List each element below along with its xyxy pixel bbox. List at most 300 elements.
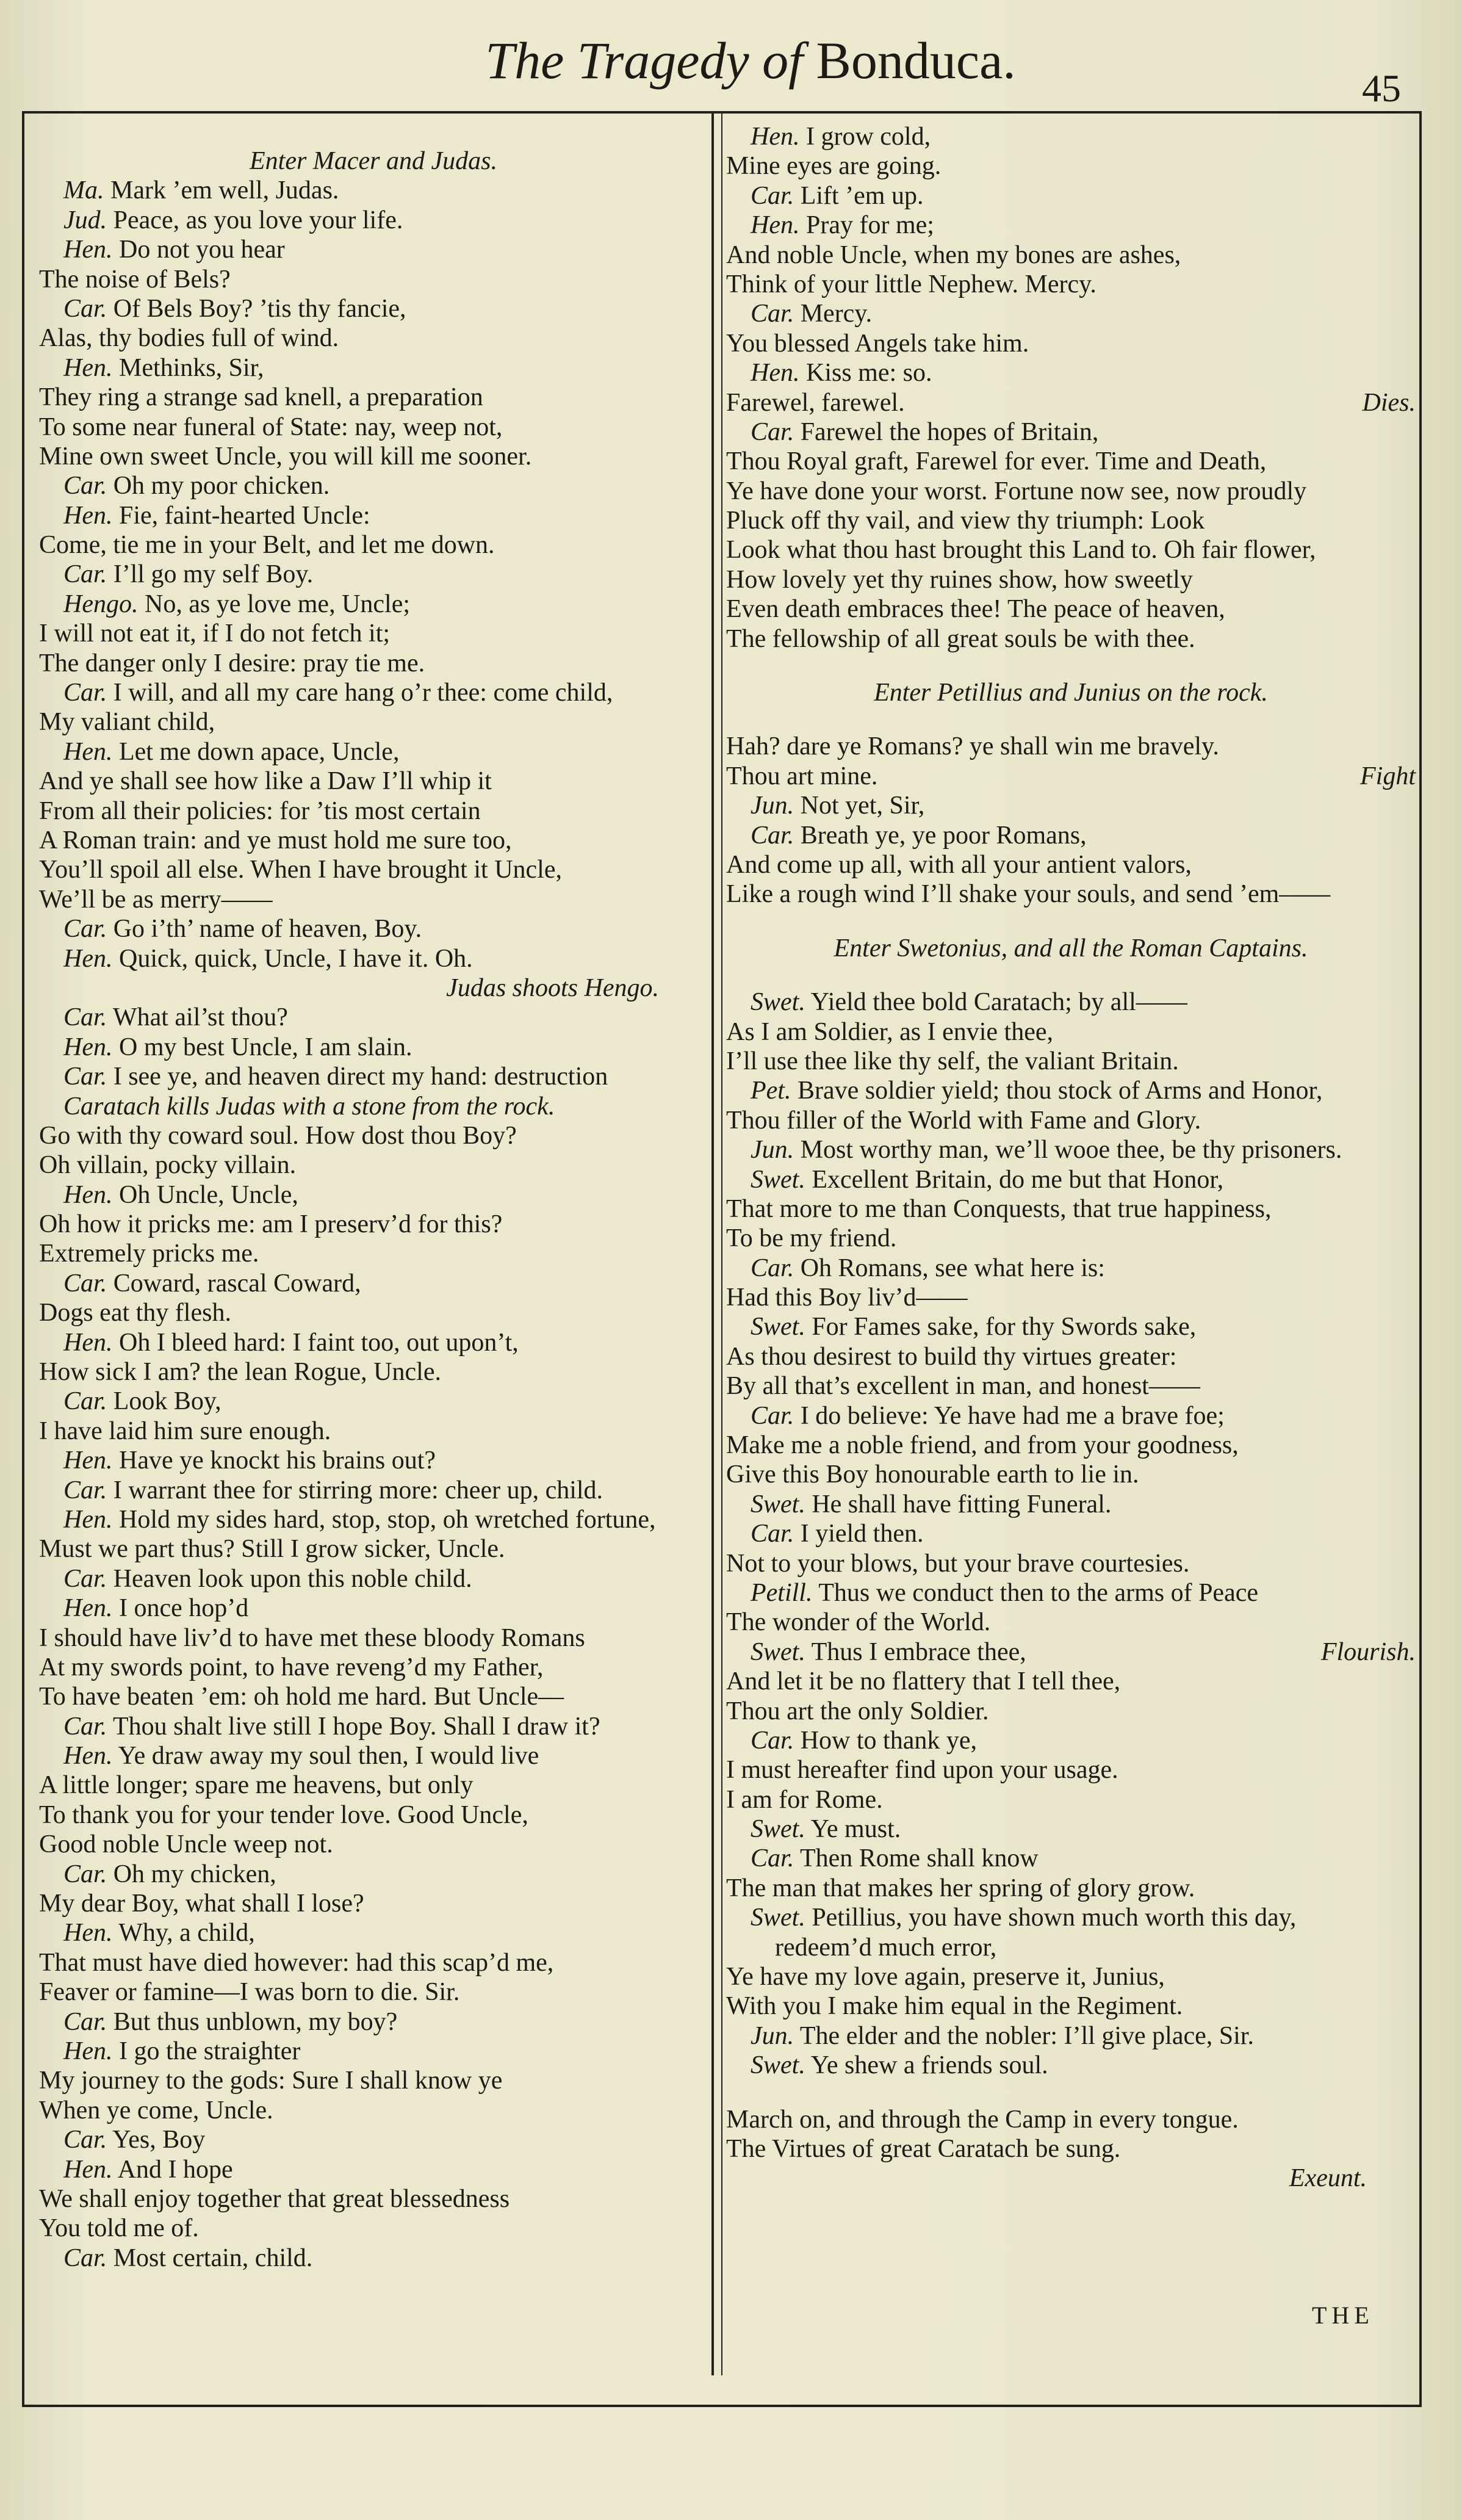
verse-line xyxy=(726,1431,1416,1460)
speaker-prefix: Car. xyxy=(751,300,794,328)
line-text: Lift ’em up. xyxy=(800,181,924,210)
line-text: What ail’st thou? xyxy=(112,1003,288,1032)
frame-right-rule xyxy=(1419,111,1422,2406)
verse-line xyxy=(726,1962,1416,1991)
line-text: Fie, faint-hearted Uncle: xyxy=(118,501,370,530)
verse-line xyxy=(39,855,708,884)
speaker-prefix: Hen. xyxy=(751,123,800,151)
verse-line xyxy=(39,530,708,560)
line-text: I am for Rome. xyxy=(726,1785,883,1814)
speaker-prefix: Car. xyxy=(63,915,107,944)
line-text: I should have liv’d to have met these bloody Romans xyxy=(39,1623,585,1652)
line-text: Yield thee bold Caratach; by all—— xyxy=(810,988,1187,1017)
title-prefix: The Tragedy of xyxy=(485,31,804,90)
verse-line xyxy=(726,624,1416,654)
line-text: My valiant child, xyxy=(39,708,215,737)
line-text: I’ll go my self Boy. xyxy=(113,560,314,589)
verse-line xyxy=(726,1697,1416,1726)
verse-line xyxy=(39,707,708,737)
line-text: I have laid him sure enough. xyxy=(39,1417,331,1445)
line-text: Pluck off thy vail, and view thy triumph: Look xyxy=(726,507,1205,535)
line-text: For Fames sake, for thy Swords sake, xyxy=(812,1313,1197,1341)
speech-line xyxy=(39,2244,708,2273)
line-text: Had this Boy liv’d—— xyxy=(726,1283,968,1312)
verse-line xyxy=(726,477,1416,506)
margin-stage-note: Fight xyxy=(1360,762,1416,790)
line-text: I must hereafter find upon your usage. xyxy=(726,1756,1118,1785)
line-text: Coward, rascal Coward, xyxy=(113,1269,361,1298)
line-text: From all their policies: for ’tis most certain xyxy=(39,796,481,825)
line-text: With you I make him equal in the Regiment. xyxy=(726,1992,1183,2021)
line-text: Go with thy coward soul. How dost thou Boy? xyxy=(39,1121,517,1150)
speech-line xyxy=(39,590,708,619)
line-text: Mercy. xyxy=(800,300,873,328)
line-text: The man that makes her spring of glory grow. xyxy=(726,1874,1195,1902)
line-text: Ye shew a friends soul. xyxy=(810,2051,1048,2080)
line-text: And noble Uncle, when my bones are ashes, xyxy=(726,240,1181,269)
verse-line xyxy=(726,151,1416,181)
speech-line xyxy=(39,2155,708,2184)
line-text: The danger only I desire: pray tie me. xyxy=(39,649,425,677)
speech-line xyxy=(39,1918,708,1948)
line-text: The fellowship of all great souls be with thee. xyxy=(726,624,1195,653)
line-text: We shall enjoy together that great blessedness xyxy=(39,2184,510,2213)
line-text: Ye have done your worst. Fortune now see, now proudly xyxy=(726,477,1307,505)
speaker-prefix: Car. xyxy=(751,181,794,210)
speaker-prefix: Hen. xyxy=(63,1594,113,1623)
line-text: Most certain, child. xyxy=(113,2244,313,2272)
speaker-prefix: Car. xyxy=(751,1520,794,1548)
verse-line xyxy=(726,1017,1416,1047)
speech-line xyxy=(726,821,1416,850)
speaker-prefix: Car. xyxy=(63,472,107,500)
speaker-prefix: Petill. xyxy=(751,1578,813,1607)
verse-line xyxy=(39,1239,708,1268)
speech-line xyxy=(39,1594,708,1623)
line-text: Ye have my love again, preserve it, Junius, xyxy=(726,1963,1165,1991)
blank-line xyxy=(726,909,1416,934)
line-text: Pray for me; xyxy=(805,211,934,240)
verse-line xyxy=(726,388,1416,417)
speaker-prefix: Hen. xyxy=(63,1446,113,1475)
line-text: I once hop’d xyxy=(118,1594,249,1623)
speaker-prefix: Car. xyxy=(63,1860,107,1888)
line-text: Yes, Boy xyxy=(112,2126,206,2154)
line-text: But thus unblown, my boy? xyxy=(113,2007,398,2036)
line-text: And ye shall see how like a Daw I’ll whip it xyxy=(39,767,492,796)
verse-line xyxy=(726,2134,1416,2164)
speech-line xyxy=(726,1312,1416,1341)
line-text: And I hope xyxy=(117,2155,233,2184)
speech-line xyxy=(39,2125,708,2154)
verse-line xyxy=(726,2105,1416,2134)
speaker-prefix: Car. xyxy=(63,2244,107,2272)
speech-line xyxy=(39,1476,708,1505)
verse-line xyxy=(39,1653,708,1682)
speech-line xyxy=(726,1254,1416,1283)
speaker-prefix: Car. xyxy=(751,1844,794,1873)
verse-line xyxy=(39,2066,708,2095)
line-text: And come up all, with all your antient valors, xyxy=(726,850,1192,879)
speech-line xyxy=(39,560,708,589)
speech-line xyxy=(39,1033,708,1062)
line-text: Heaven look upon this noble child. xyxy=(113,1564,472,1593)
line-text: Thou shalt live still I hope Boy. Shall I draw it? xyxy=(112,1712,600,1741)
line-text: I grow cold, xyxy=(805,123,931,151)
verse-line xyxy=(39,796,708,826)
line-text: A Roman train: and ye must hold me sure too, xyxy=(39,826,512,854)
line-text: Then Rome shall know xyxy=(799,1844,1039,1873)
line-text: Breath ye, ye poor Romans, xyxy=(800,821,1087,850)
speaker-prefix: Ma. xyxy=(63,176,104,205)
verse-line xyxy=(39,1210,708,1239)
line-text: Extremely pricks me. xyxy=(39,1240,259,1268)
speaker-prefix: Car. xyxy=(751,417,794,446)
speaker-prefix: Hen. xyxy=(751,359,800,388)
speaker-prefix: Car. xyxy=(751,1254,794,1282)
verse-line xyxy=(726,1785,1416,1814)
line-text: My dear Boy, what shall I lose? xyxy=(39,1890,364,1918)
verse-line xyxy=(726,447,1416,476)
verse-line xyxy=(39,1121,708,1150)
speaker-prefix: Car. xyxy=(751,1726,794,1755)
blank-line xyxy=(726,654,1416,678)
verse-line xyxy=(39,1977,708,2007)
line-text: I go the straighter xyxy=(118,2037,301,2065)
frame-left-rule xyxy=(22,111,24,2406)
line-text: Ye must. xyxy=(810,1815,901,1844)
line-text: Ye draw away my soul then, I would live xyxy=(118,1742,539,1771)
speaker-prefix: Pet. xyxy=(751,1077,791,1105)
speaker-prefix: Hen. xyxy=(63,2155,113,2184)
speaker-prefix: Swet. xyxy=(751,2051,805,2080)
speaker-prefix: Car. xyxy=(751,1401,794,1430)
speech-line xyxy=(726,791,1416,820)
line-text: Oh how it pricks me: am I preserv’d for this? xyxy=(39,1210,503,1239)
stage-direction xyxy=(726,678,1416,707)
line-text: Farewel, farewel. xyxy=(726,388,905,417)
speech-line xyxy=(39,1712,708,1741)
line-text: Thou Royal graft, Farewel for ever. Time and Death, xyxy=(726,447,1267,476)
speaker-prefix: Hen. xyxy=(63,353,113,382)
line-text: Make me a noble friend, and from your goodness, xyxy=(726,1431,1239,1460)
speech-line xyxy=(726,299,1416,328)
line-text: The wonder of the World. xyxy=(726,1608,991,1637)
line-text: Have ye knockt his brains out? xyxy=(118,1446,436,1475)
line-text: How to thank ye, xyxy=(800,1726,977,1755)
verse-line xyxy=(726,850,1416,879)
line-text: As thou desirest to build thy virtues greater: xyxy=(726,1342,1177,1371)
line-text: The Virtues of great Caratach be sung. xyxy=(726,2135,1121,2163)
line-text: Alas, thy bodies full of wind. xyxy=(39,324,339,353)
speech-line xyxy=(726,1135,1416,1164)
verse-line xyxy=(726,1460,1416,1489)
verse-line xyxy=(726,1371,1416,1401)
speech-line xyxy=(726,1401,1416,1431)
line-text: Let me down apace, Uncle, xyxy=(118,737,400,766)
speech-line xyxy=(39,1003,708,1032)
speech-line xyxy=(726,2051,1416,2080)
verse-line xyxy=(726,1342,1416,1371)
speaker-prefix: Swet. xyxy=(751,1490,805,1518)
speech-line xyxy=(39,737,708,767)
speech-line xyxy=(39,2037,708,2066)
line-text: At my swords point, to have reveng’d my Father, xyxy=(39,1653,544,1681)
verse-line xyxy=(726,1224,1416,1253)
speech-line xyxy=(39,235,708,264)
speaker-prefix: Hen. xyxy=(63,1505,113,1534)
verse-line xyxy=(39,1534,708,1564)
speaker-prefix: Car. xyxy=(63,1712,107,1741)
speech-line xyxy=(726,1903,1416,1932)
speaker-prefix: Swet. xyxy=(751,1904,805,1932)
speech-line xyxy=(39,1387,708,1416)
speaker-prefix: Swet. xyxy=(751,988,805,1017)
line-text: redeem’d much error, xyxy=(775,1933,997,1962)
line-text: To be my friend. xyxy=(726,1224,897,1253)
line-text: How sick I am? the lean Rogue, Uncle. xyxy=(39,1358,441,1387)
speech-line xyxy=(726,122,1416,151)
line-text: The noise of Bels? xyxy=(39,265,231,294)
speaker-prefix: Hen. xyxy=(63,236,113,264)
speaker-prefix: Swet. xyxy=(751,1815,805,1844)
line-text: Even death embraces thee! The peace of heaven, xyxy=(726,595,1225,624)
line-text: And let it be no flattery that I tell thee, xyxy=(726,1667,1121,1696)
verse-line xyxy=(726,1667,1416,1696)
line-text: Not to your blows, but your brave courtesies. xyxy=(726,1549,1190,1578)
line-text: You told me of. xyxy=(39,2214,199,2243)
line-text: To thank you for your tender love. Good Uncle, xyxy=(39,1800,528,1829)
speech-line xyxy=(726,1726,1416,1755)
speaker-prefix: Car. xyxy=(63,1003,107,1032)
speaker-prefix: Hen. xyxy=(63,2037,113,2065)
speaker-prefix: Car. xyxy=(63,1387,107,1416)
verse-line xyxy=(726,1047,1416,1076)
line-text: They ring a strange sad knell, a preparation xyxy=(39,383,483,412)
verse-line xyxy=(39,1800,708,1830)
verse-line xyxy=(39,1830,708,1859)
line-text: Excellent Britain, do me but that Honor, xyxy=(812,1165,1224,1194)
speech-line xyxy=(726,211,1416,240)
verse-line xyxy=(726,879,1416,909)
speech-line xyxy=(39,1505,708,1534)
page-number: 45 xyxy=(1362,67,1401,110)
verse-line xyxy=(726,594,1416,624)
line-text: Feaver or famine—I was born to die. Sir. xyxy=(39,1978,460,2007)
line-text: No, as ye love me, Uncle; xyxy=(144,590,411,618)
stage-direction-text: Enter Macer and Judas. xyxy=(250,147,497,175)
line-text: I warrant thee for stirring more: cheer up, child. xyxy=(113,1476,603,1504)
speech-line xyxy=(726,181,1416,211)
stage-direction-text: Judas shoots Hengo. xyxy=(446,973,659,1002)
speaker-prefix: Swet. xyxy=(751,1313,805,1341)
speaker-prefix: Car. xyxy=(63,2126,107,2154)
speech-line xyxy=(39,1328,708,1357)
line-text: Oh my chicken, xyxy=(113,1860,276,1888)
line-text: I will not eat it, if I do not fetch it; xyxy=(39,619,391,648)
left-text-column xyxy=(39,146,708,2273)
line-text: March on, and through the Camp in every tongue. xyxy=(726,2105,1239,2134)
verse-line xyxy=(39,649,708,678)
speech-line xyxy=(726,1490,1416,1519)
running-title xyxy=(476,27,1025,94)
speech-line xyxy=(726,987,1416,1017)
stage-direction xyxy=(726,934,1416,963)
speech-line xyxy=(726,1814,1416,1844)
verse-line xyxy=(39,442,708,471)
verse-line xyxy=(39,767,708,796)
verse-line xyxy=(39,1417,708,1446)
line-text: The elder and the nobler: I’ll give place, Sir. xyxy=(799,2021,1254,2050)
speech-line xyxy=(726,1844,1416,1873)
verse-line xyxy=(39,2214,708,2243)
line-text: I see ye, and heaven direct my hand: destruction xyxy=(113,1063,608,1091)
line-text: Dogs eat thy flesh. xyxy=(39,1299,231,1327)
verse-line xyxy=(39,2096,708,2125)
verse-line xyxy=(726,732,1416,761)
speaker-prefix: Car. xyxy=(63,1063,107,1091)
verse-line xyxy=(726,329,1416,358)
speaker-prefix: Car. xyxy=(63,679,107,707)
verse-line xyxy=(39,1623,708,1653)
speech-line xyxy=(39,206,708,235)
line-text: My journey to the gods: Sure I shall know ye xyxy=(39,2067,503,2095)
speech-line xyxy=(726,1076,1416,1105)
verse-line xyxy=(726,1755,1416,1785)
verse-line xyxy=(39,1889,708,1918)
speech-line xyxy=(39,944,708,973)
line-text: Petillius, you have shown much worth this day, xyxy=(812,1904,1297,1932)
line-text: Thou art the only Soldier. xyxy=(726,1697,989,1725)
speech-line xyxy=(39,176,708,205)
line-text: Must we part thus? Still I grow sicker, Uncle. xyxy=(39,1535,505,1564)
verse-line xyxy=(726,270,1416,299)
speech-line xyxy=(39,501,708,530)
speech-line xyxy=(39,2007,708,2037)
speaker-prefix: Hen. xyxy=(751,211,800,240)
line-text: Oh I bleed hard: I faint too, out upon’t, xyxy=(118,1328,519,1357)
stage-direction-text: Enter Swetonius, and all the Roman Captains. xyxy=(834,934,1308,962)
speaker-prefix: Jun. xyxy=(751,1136,794,1164)
speech-line xyxy=(726,417,1416,447)
speaker-prefix: Car. xyxy=(63,294,107,323)
verse-line xyxy=(39,619,708,648)
line-text: Think of your little Nephew. Mercy. xyxy=(726,270,1096,298)
verse-line xyxy=(39,1150,708,1180)
speech-line xyxy=(39,471,708,500)
speaker-prefix: Car. xyxy=(63,560,107,589)
line-text: Look what thou hast brought this Land to. Oh fair flower, xyxy=(726,536,1316,565)
column-divider xyxy=(711,114,714,2375)
speech-line xyxy=(726,1165,1416,1194)
verse-line xyxy=(39,323,708,353)
line-text: When ye come, Uncle. xyxy=(39,2096,273,2125)
line-text: That more to me than Conquests, that true happiness, xyxy=(726,1194,1272,1223)
blank-line xyxy=(726,963,1416,987)
line-text: Hold my sides hard, stop, stop, oh wretched fortune, xyxy=(118,1505,656,1534)
verse-line xyxy=(39,1357,708,1387)
line-text: Oh my poor chicken. xyxy=(113,472,330,500)
speaker-prefix: Hen. xyxy=(63,1328,113,1357)
verse-line xyxy=(726,240,1416,270)
line-text: A little longer; spare me heavens, but only xyxy=(39,1771,474,1800)
speech-line xyxy=(39,1269,708,1298)
verse-line xyxy=(726,506,1416,535)
line-text: Thou filler of the World with Fame and Glory. xyxy=(726,1106,1201,1135)
line-text: Mine eyes are going. xyxy=(726,152,942,181)
speaker-prefix: Hengo. xyxy=(63,590,139,618)
verse-line xyxy=(39,885,708,914)
line-text: Go i’th’ name of heaven, Boy. xyxy=(113,915,422,944)
speech-line xyxy=(39,1741,708,1771)
stage-direction-text: Exeunt. xyxy=(1289,2164,1367,2193)
verse-line xyxy=(726,1608,1416,1637)
speech-line xyxy=(726,1578,1416,1608)
line-text: Come, tie me in your Belt, and let me down. xyxy=(39,531,495,560)
speaker-prefix: Jun. xyxy=(751,792,794,820)
speech-line xyxy=(39,1092,708,1121)
verse-line xyxy=(39,1298,708,1327)
speaker-prefix: Car. xyxy=(63,1269,107,1298)
line-text: Like a rough wind I’ll shake your souls, and send ’em—— xyxy=(726,880,1331,909)
stage-direction xyxy=(39,146,708,176)
line-text: Why, a child, xyxy=(118,1919,255,1948)
line-text: Quick, quick, Uncle, I have it. Oh. xyxy=(118,944,473,973)
line-text: I will, and all my care hang o’r thee: come child, xyxy=(113,679,613,707)
speech-line xyxy=(39,1564,708,1594)
speech-line xyxy=(726,2021,1416,2051)
blank-line xyxy=(726,707,1416,732)
line-text: That must have died however: had this scap’d me, xyxy=(39,1948,554,1977)
line-text: By all that’s excellent in man, and honest—— xyxy=(726,1372,1200,1401)
line-text: You’ll spoil all else. When I have brought it Uncle, xyxy=(39,856,562,884)
catchword: THE xyxy=(1312,2302,1374,2329)
speech-line xyxy=(39,678,708,707)
line-text: He shall have fitting Funeral. xyxy=(812,1490,1112,1518)
speaker-prefix: Jud. xyxy=(63,206,107,234)
line-text: Most worthy man, we’ll wooe thee, be thy prisoners. xyxy=(800,1136,1342,1164)
verse-line xyxy=(39,1771,708,1800)
line-text: Oh Uncle, Uncle, xyxy=(118,1180,298,1209)
right-text-column xyxy=(726,122,1416,2193)
speech-line xyxy=(39,914,708,944)
line-text: Farewel the hopes of Britain, xyxy=(800,417,1099,446)
title-main: Bonduca. xyxy=(816,31,1016,90)
verse-line xyxy=(726,1933,1416,1962)
speaker-prefix: Car. xyxy=(63,1476,107,1504)
verse-line xyxy=(726,1874,1416,1903)
verse-line xyxy=(39,1682,708,1711)
column-divider-secondary xyxy=(721,114,722,2375)
margin-stage-note: Dies. xyxy=(1362,388,1416,417)
line-text: I yield then. xyxy=(800,1520,924,1548)
speaker-prefix: Hen. xyxy=(63,1180,113,1209)
line-text: Thus I embrace thee, xyxy=(811,1637,1026,1666)
line-text: Thou art mine. xyxy=(726,762,878,790)
line-text: Mark ’em well, Judas. xyxy=(110,176,339,205)
verse-line xyxy=(726,1283,1416,1312)
verse-line xyxy=(39,383,708,412)
line-text: Good noble Uncle weep not. xyxy=(39,1830,333,1859)
verse-line xyxy=(726,1991,1416,2021)
verse-line xyxy=(726,1549,1416,1578)
verse-line xyxy=(39,413,708,442)
speech-line xyxy=(39,1062,708,1091)
line-text: I’ll use thee like thy self, the valiant Britain. xyxy=(726,1047,1179,1075)
speaker-prefix: Hen. xyxy=(63,944,113,973)
speech-line xyxy=(726,358,1416,388)
line-text: Kiss me: so. xyxy=(805,359,932,388)
